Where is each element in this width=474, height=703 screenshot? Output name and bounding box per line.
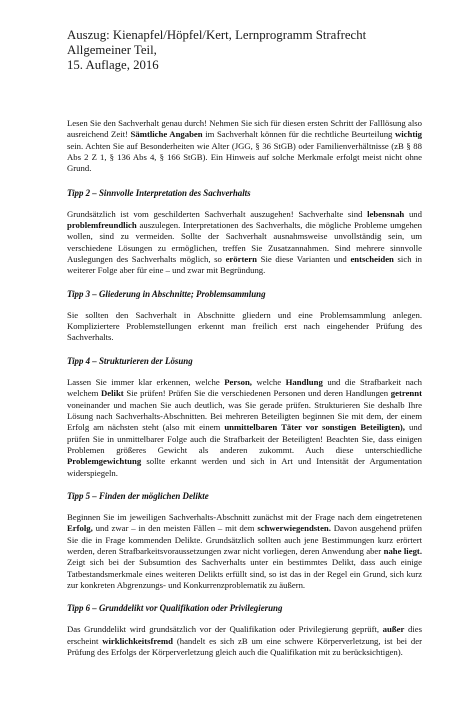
section-heading-tipp-3: Tipp 3 – Gliederung in Abschnitte; Problemsammlung: [67, 288, 266, 299]
tipp4-seg-12: sollte erkannt werden und sich in Art und Intensität der Argumentation widerspiegeln.: [67, 456, 422, 478]
tipp2-seg-0: Grundsätzlich ist vom geschilderten Sachverhalt auszugehen! Sachverhalte sind: [67, 208, 368, 219]
header-line-1: Auszug: Kienapfel/Höpfel/Kert, Lernprogramm Strafrecht Allgemeiner Teil,: [67, 28, 367, 57]
tipp5-seg-5: nahe liegt.: [383, 545, 422, 556]
intro-seg-2: im Sachverhalt können für die rechtliche Beurteilung: [202, 129, 395, 140]
tipp6-seg-2: dies erscheint: [67, 624, 422, 646]
tipp4-seg-3: Handlung: [285, 376, 323, 387]
tipp5-seg-0: Beginnen Sie im jeweiligen Sachverhalts-Abschnitt zunächst mit der Frage nach dem eingetretenen: [67, 511, 422, 522]
tipp2-seg-1: lebensnah: [367, 208, 405, 219]
tipp5-seg-3: schwerwiegendsten.: [257, 523, 331, 534]
intro-seg-1: Sämtliche Angaben: [130, 129, 203, 140]
tipp2-seg-8: sich in weiterer Folge aber für eine – und zwar mit Begründung.: [67, 254, 422, 276]
tipp6-seg-1: außer: [382, 624, 405, 635]
tipp5-seg-4: Davon ausgehend prüfen Sie die in Frage kommenden Delikte. Grundsätzlich sollten auch jene Bestimmungen kurz erörtert werden, deren Strafbarkeitsvoraussetzungen zwar nicht vorliegen, deren Anwendung aber: [67, 523, 422, 556]
tipp4-seg-7: getrennt: [390, 388, 422, 399]
section-heading-tipp-5: Tipp 5 – Finden der möglichen Delikte: [67, 490, 209, 501]
tipp6-seg-0: Das Grunddelikt wird grundsätzlich vor der Qualifikation oder Privilegierung geprüft,: [67, 624, 383, 635]
tipp4-seg-11: Problemgewichtung: [67, 456, 142, 467]
tipp6-seg-4: (handelt es sich zB um eine schwere Körperverletzung, ist bei der Prüfung des Erfolgs der Körperverletzung gleich auch die Qualifikation mit zu berücksichtigen).: [67, 635, 422, 657]
tipp4-seg-1: Person,: [224, 376, 252, 387]
tipp4-seg-4: und die Strafbarkeit nach welchem: [67, 376, 422, 399]
document-header: [67, 28, 422, 73]
section-body-tipp-5: [67, 512, 422, 591]
tipp2-seg-6: Sie diese Varianten und: [256, 254, 351, 265]
tipp2-seg-2: und: [404, 208, 422, 219]
tipp3-seg-0: Sie sollten den Sachverhalt in Abschnitte gliedern und eine Problemsammlung anlegen. Kompliziertere Problemstellungen erkennt man freilich erst nach eingehender Prüfung des Sachverhalts.: [67, 309, 422, 343]
tipp4-seg-8: voneinander und machen Sie auch deutlich, was Sie gerade prüfen. Strukturieren Sie deshalb Ihre Lösung nach Sachverhalts-Abschnitten. Bei mehreren Beteiligten beginnen Sie mit dem, der einem Erfolg am nächsten steht (also mit einem: [67, 399, 422, 433]
tipp5-seg-1: Erfolg,: [67, 523, 93, 534]
tipp5-seg-2: und zwar – in den meisten Fällen – mit dem: [92, 523, 258, 534]
intro-seg-4: sein. Achten Sie auf Besonderheiten wie Alter (JGG, § 36 StGB) oder Familienverhältnisse (zB § 88 Abs 2 Z 1, § 136 Abs 4, § 166 StGB). Ein Hinweis auf solche Merkmale erfolgt meist nicht ohne Grund.: [67, 140, 422, 174]
tipp6-seg-3: wirklichkeitsfremd: [102, 635, 173, 646]
tipp4-seg-10: und prüfen Sie in unmittelbarer Folge auch die Strafbarkeit der Beteiligten! Beachten Sie, dass einigen Problemen größeres Gewicht als anderen zukommt. Auch diese unterschiedliche: [67, 422, 422, 455]
section-body-tipp-3: [67, 310, 422, 344]
section-body-tipp-6: [67, 624, 422, 658]
intro-seg-0: Lesen Sie den Sachverhalt genau durch! Nehmen Sie sich für diesen ersten Schritt der Falllösung also ausreichend Zeit!: [67, 118, 422, 140]
tipp5-seg-6: Zeigt sich bei der Subsumtion des Sachverhalts unter ein bestimmtes Delikt, dass auch einige Tatbestandsmerkmale eines weiteren Delikts erfüllt sind, so ist das in der Regel ein Grund, sich kurz zur konkreten Abgrenzungs- und Konkurrenzproblematik zu äußern.: [67, 557, 422, 590]
section-heading-tipp-2: Tipp 2 – Sinnvolle Interpretation des Sachverhalts: [67, 187, 251, 198]
section-body-tipp-2: [67, 209, 422, 277]
tipp4-seg-9: unmittelbaren Täter vor sonstigen Beteiligten),: [224, 422, 405, 433]
tipp4-seg-5: Delikt: [101, 388, 124, 399]
tipp4-seg-0: Lassen Sie immer klar erkennen, welche: [67, 376, 225, 387]
tipp2-seg-3: problemfreundlich: [67, 220, 137, 231]
section-heading-tipp-6: Tipp 6 – Grunddelikt vor Qualifikation oder Privilegierung: [67, 603, 283, 614]
tipp2-seg-7: entscheiden: [350, 254, 394, 265]
tipp4-seg-2: welche: [251, 376, 286, 387]
tipp2-seg-5: erörtern: [225, 254, 257, 265]
tipp2-seg-4: auszulegen. Interpretationen des Sachverhalts, die mögliche Probleme umgehen wollen, sind zu vermeiden. Sollte der Sachverhalt ausnahmsweise unvollständig sein, um verschiedene Lösungen zu ermöglichen, treffen Sie Zusatzannahmen. Sind mehrere sinnvolle Auslegungen des Sachverhalts möglich, so: [67, 220, 422, 265]
section-body-tipp-4: [67, 377, 422, 479]
intro-paragraph: [67, 118, 422, 175]
tipp4-seg-6: Sie prüfen! Prüfen Sie die verschiedenen Personen und deren Handlungen: [123, 388, 391, 399]
header-line-2: 15. Auflage, 2016: [67, 58, 159, 72]
section-heading-tipp-4: Tipp 4 – Strukturieren der Lösung: [67, 355, 193, 366]
intro-seg-3: wichtig: [394, 129, 423, 140]
